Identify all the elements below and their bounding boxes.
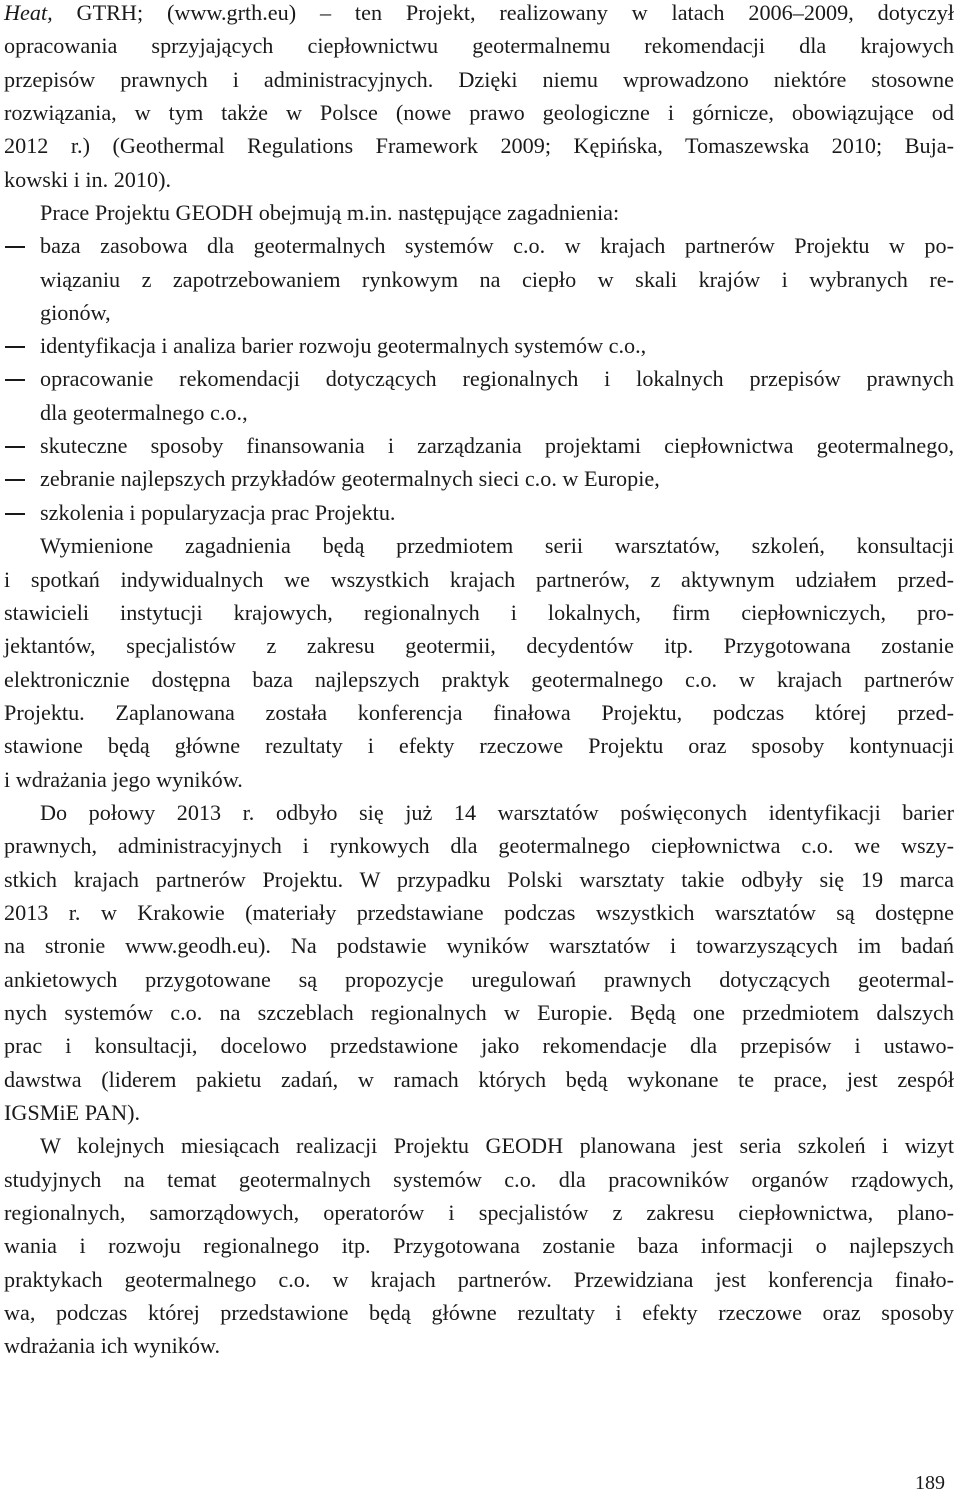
dash-bullet (5, 513, 25, 515)
page-number: 189 (915, 1472, 945, 1494)
intro-line: opracowania sprzyjających ciepłownictwu geotermalnemu rekomendacji dla krajowych (4, 33, 954, 58)
intro-line: rozwiązania, w tym także w Polsce (nowe prawo geologiczne i górnicze, obowiązujące od (4, 100, 954, 125)
intro-line: 2012 r.) (Geothermal Regulations Framework 2009; Kępińska, Tomaszewska 2010; Buja- (4, 133, 954, 158)
scope-heading: Prace Projektu GEODH obejmują m.in. następujące zagadnienia: (40, 200, 620, 225)
dash-bullet (5, 479, 25, 481)
document-page: Heat, GTRH; (www.grth.eu) – ten Projekt, realizowany w latach 2006–2009, dotyczył opracowania sprzyjających ciepłownictwu geotermalnemu rekomendacji dla krajowych przepisów prawnych i administracyjnych. Dzięki niemu wprowadzono niektóre stosowne rozwiązania, w tym także w Polsce (nowe prawo geologiczne i górnicze, obowiązujące od 2012 r.) (Geothermal Regulations Framework 2009; Kępińska, Tomaszewska 2010; Buja- kowski i in. 2010). Prace Projektu GEODH obejmują m.in. następujące zagadnienia: baza zasobowa dla geotermalnych systemów c.o. w krajach partnerów Projektu w po- wiązaniu z zapotrzebowaniem rynkowym na ciepło w skali krajów i wybranych re- gionów, identyfikacja i analiza barier rozwoju geotermalnych systemów c.o., opracowanie rekomendacji dotyczących regionalnych i lokalnych przepisów prawnych dla geotermalnego c.o., skuteczne sposoby finansowania i zarządzania projektami ciepłownictwa geotermalnego, zebranie najlepszych przykładów geotermalnych sieci c.o. w Europie, szkolenia i popularyzacja prac Projektu. Wymienione zagadnienia będą przedmiotem serii warsztatów, szkoleń, konsultacji i spotkań indywidualnych we wszystkich krajach partnerów, z aktywnym udziałem przed- stawicieli instytucji krajowych, regionalnych i lokalnych, firm ciepłowniczych, pro- jektantów, specjalistów z zakresu geotermii, decydentów itp. Przygotowana zostanie elektronicznie dostępna baza najlepszych praktyk geotermalnego c.o. w krajach partnerów Projektu. Zaplanowana została konferencja finałowa Projektu, podczas której przed- stawione będą główne rezultaty i efekty rzeczowe Projektu oraz sposoby kontynuacji i wdrażania jego wyników. Do połowy 2013 r. odbyło się już 14 warsztatów poświęconych identyfikacji barier prawnych, administracyjnych i rynkowych dla geotermalnego ciepłownictwa c.o. we wszy- stkich krajach partnerów Projektu. W przypadku Polski warsztaty takie odbyły się 19 marca 2013 r. w Krakowie (materiały przedstawiane podczas wszystkich warsztatów są dostępne na stronie www.geodh.eu). Na podstawie wyników warsztatów i towarzyszących im badań ankietowych przygotowane są propozycje uregulowań prawnych dotyczących geotermal- nych systemów c.o. na szczeblach regionalnych w Europie. Będą one przedmiotem dalszych prac i konsultacji, docelowo przedstawione jako rekomendacje dla przepisów i ustawo- dawstwa (liderem pakietu zadań, w ramach których będą wykonane te prace, jest zespół IGSMiE PAN). W kolejnych miesiącach realizacji Projektu GEODH planowana jest seria szkoleń i wizyt studyjnych na temat geotermalnych systemów c.o. dla pracowników organów rządowych, regionalnych, samorządowych, operatorów i specjalistów z zakresu ciepłownictwa, plano- wania i rozwoju regionalnego itp. Przygotowana zostanie baza informacji o najlepszych praktykach geotermalnego c.o. w krajach partnerów. Przewidziana jest konferencja finało- wa, podczas której przedstawione będą główne rezultaty i efekty rzeczowe oraz sposoby wdrażania ich wyników. 189 (0, 0, 960, 1494)
dash-bullet (5, 246, 25, 248)
dash-bullet (5, 346, 25, 348)
italic-word: Heat, (4, 0, 53, 25)
intro-line: kowski i in. 2010). (4, 167, 172, 192)
dash-bullet (5, 379, 25, 381)
dash-bullet (5, 446, 25, 448)
intro-line: przepisów prawnych i administracyjnych. Dzięki niemu wprowadzono niektóre stosowne (4, 67, 954, 92)
intro-line: Heat, GTRH; (www.grth.eu) – ten Projekt, realizowany w latach 2006–2009, dotyczył (4, 0, 954, 25)
